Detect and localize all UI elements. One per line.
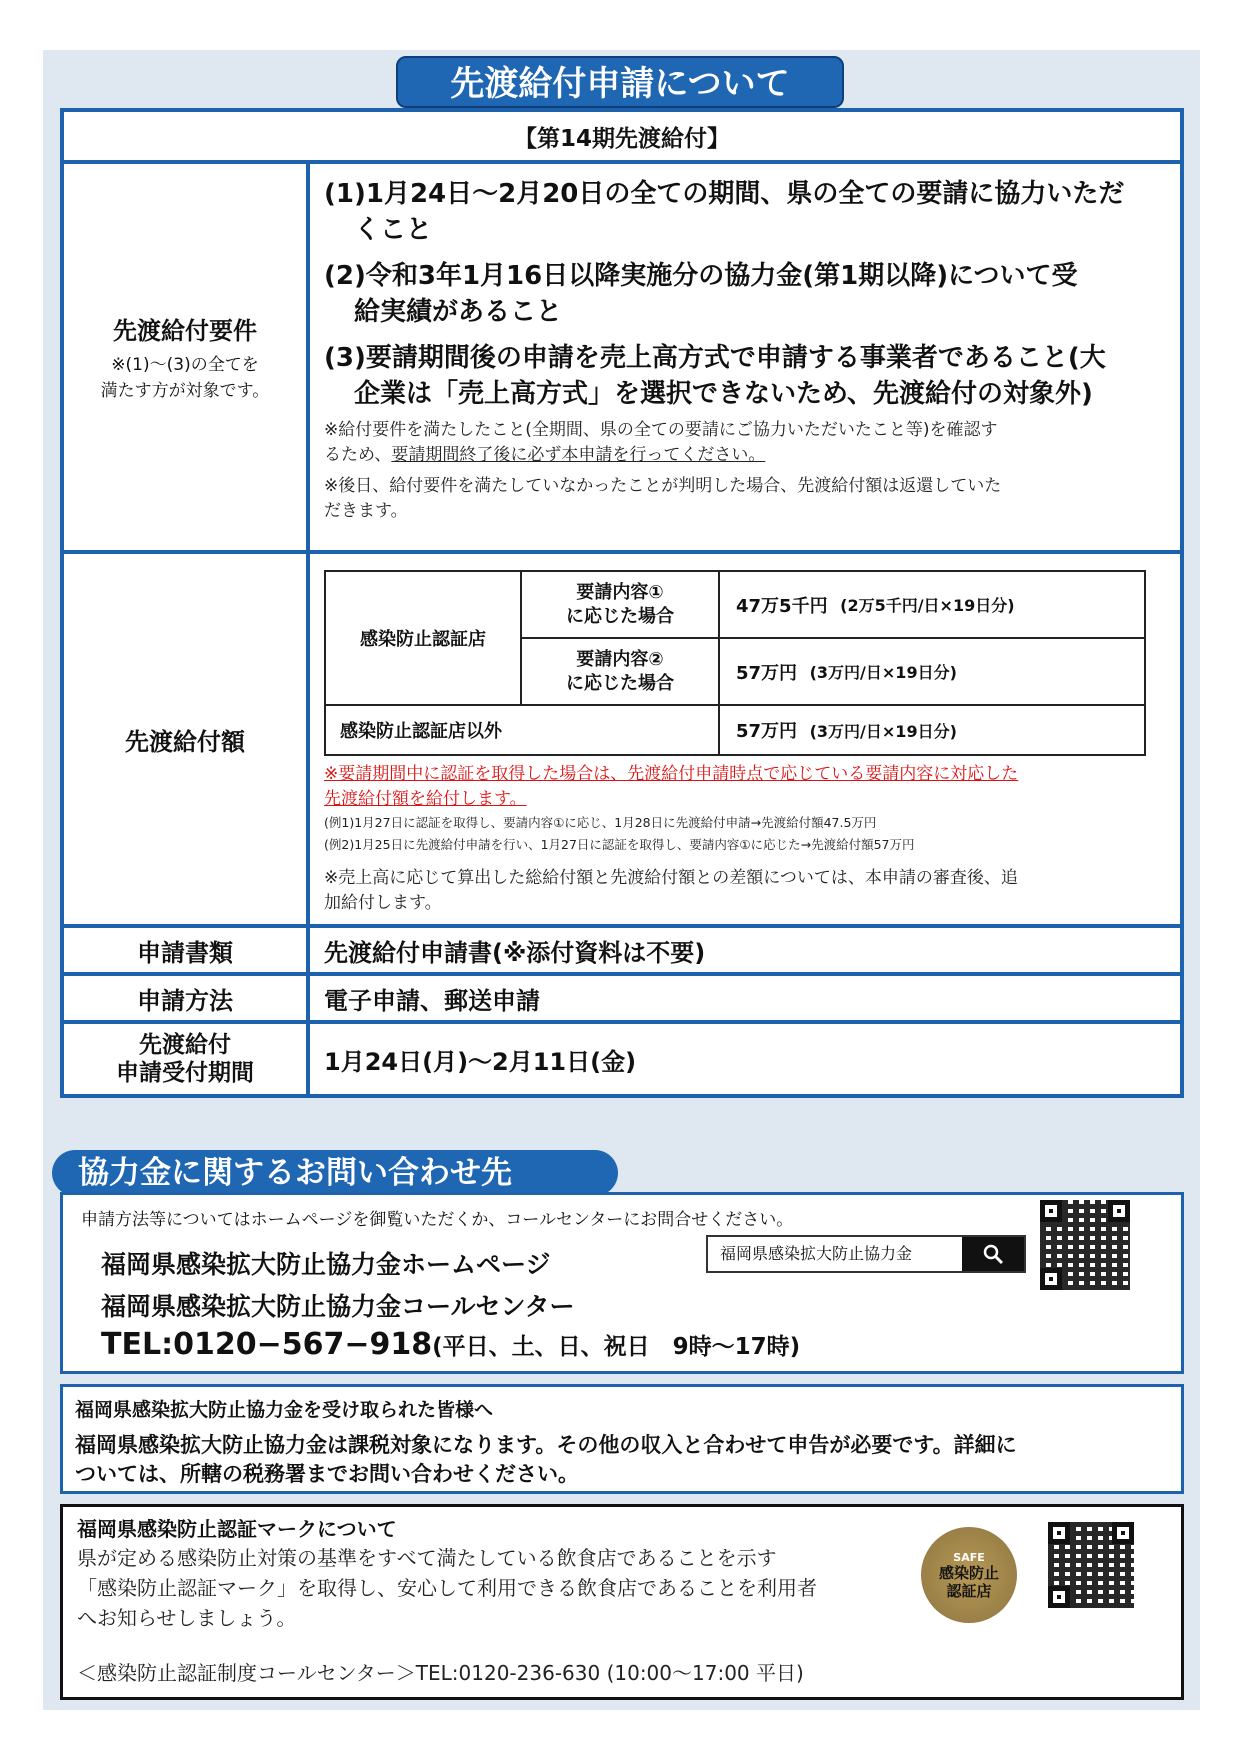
- requirements-header: [64, 164, 310, 550]
- certification-qr-code[interactable]: [1048, 1522, 1134, 1608]
- table-heading-row: [64, 112, 1180, 164]
- tax-heading: 福岡県感染拡大防止協力金を受け取られた皆様へ: [75, 1399, 494, 1421]
- requirement-2-cont: 給実績があること: [354, 297, 563, 327]
- search-icon: [982, 1243, 1004, 1265]
- requirements-row: [64, 164, 1180, 554]
- amount-header: [64, 554, 310, 924]
- request-2-label: 要請内容②: [576, 648, 664, 670]
- red-notice-cont: 先渡給付額を給付します。: [324, 789, 527, 809]
- documents-header: [64, 928, 310, 972]
- mark-callcenter: ＜感染防止認証制度コールセンター＞TEL:0120-236-630 (10:00～17:00 平日): [77, 1661, 804, 1685]
- tax-body: [75, 1431, 1173, 1489]
- amount-subtable: [324, 570, 1146, 756]
- request-1-label: 要請内容①: [576, 581, 664, 603]
- certification-mark-box: [60, 1504, 1184, 1700]
- contact-intro: 申請方法等についてはホームページを御覧いただくか、コールセンターにお問合せください。: [81, 1210, 794, 1230]
- requirements-label: 先渡給付要件: [113, 316, 257, 345]
- badge-text-1: 感染防止: [938, 1563, 999, 1582]
- homepage-qr-code[interactable]: [1040, 1200, 1130, 1290]
- mark-description-line-3: へお知らせしましょう。: [77, 1606, 297, 1630]
- red-notice: ※要請期間中に認証を取得した場合は、先渡給付申請時点で応じている要請内容に対応した: [324, 764, 1019, 784]
- search-button[interactable]: [962, 1237, 1024, 1271]
- documents-value: 先渡給付申請書(※添付資料は不要): [324, 938, 706, 967]
- example-1: (例1)1月27日に認証を取得し、要請内容①に応じ、1月28日に先渡給付申請→先渡給付額47.5万円: [324, 815, 877, 830]
- requirements-note-1-cont: [324, 443, 1166, 468]
- certification-badge-icon: [921, 1527, 1017, 1623]
- method-label: 申請方法: [137, 986, 233, 1015]
- note-underlined-text: 要請期間終了後に必ず本申請を行ってください。: [391, 445, 766, 465]
- difference-note: ※売上高に応じて算出した総給付額と先渡給付額との差額については、本申請の審査後、追: [324, 868, 1018, 888]
- certified-store-cell: 感染防止認証店: [326, 572, 522, 706]
- requirements-note-1: ※給付要件を満たしたこと(全期間、県の全ての要請にご協力いただいたこと等)を確認す: [324, 420, 998, 440]
- requirement-1-cont: くこと: [354, 215, 433, 245]
- note-plain-text: るため、: [324, 445, 392, 465]
- period-header: [64, 1024, 310, 1094]
- badge-top-text: SAFE: [953, 1550, 985, 1564]
- requirement-3: (3)要請期間後の申請を売上高方式で申請する事業者であること(大: [324, 343, 1106, 373]
- table-heading: 【第14期先渡給付】: [513, 125, 730, 152]
- requirements-note-2-cont: だきます。: [324, 501, 408, 521]
- page-title: 先渡給付申請について: [396, 56, 844, 108]
- mark-heading: 福岡県感染防止認証マークについて: [77, 1517, 397, 1541]
- requirement-3-cont: 企業は「売上高方式」を選択できないため、先渡給付の対象外): [354, 379, 1093, 409]
- method-row: [64, 976, 1180, 1024]
- amount-content: [310, 554, 1180, 924]
- period-value: 1月24日(月)～2月11日(金): [324, 1047, 637, 1076]
- difference-note-cont: 加給付します。: [324, 893, 442, 913]
- mark-description-line-1: 県が定める感染防止対策の基準をすべて満たしている飲食店であることを示す: [77, 1546, 777, 1570]
- search-box[interactable]: [706, 1235, 1026, 1273]
- request-2-label-cont: に応じた場合: [566, 672, 674, 694]
- other-detail: (3万円/日×19日分): [809, 721, 957, 741]
- documents-label: 申請書類: [137, 938, 233, 967]
- amount-notes: [324, 762, 1170, 916]
- tel-number: TEL:0120−567−918: [101, 1327, 433, 1362]
- tel-line: [101, 1327, 800, 1362]
- method-value: 電子申請、郵送申請: [324, 986, 540, 1015]
- tel-hours: (平日、土、日、祝日 9時～17時): [432, 1334, 801, 1360]
- request-1-label-cont: に応じた場合: [566, 605, 674, 627]
- requirements-sublabel-2: 満たす方が対象です。: [100, 380, 270, 401]
- period-label: 先渡給付: [139, 1032, 231, 1058]
- other-amount: 57万円: [736, 721, 798, 742]
- requirement-2: (2)令和3年1月16日以降実施分の協力金(第1期以降)について受: [324, 261, 1078, 291]
- tax-body-line-1: 福岡県感染拡大防止協力金は課税対象になります。その他の収入と合わせて申告が必要です。詳細に: [75, 1433, 1017, 1457]
- example-2: (例2)1月25日に先渡給付申請を行い、1月27日に認証を取得し、要請内容①に応じた→先渡給付額57万円: [324, 837, 915, 852]
- request-1-cell: [522, 572, 720, 639]
- request-2-detail: (3万円/日×19日分): [809, 663, 957, 682]
- request-2-cell: [522, 639, 720, 706]
- documents-row: [64, 928, 1180, 976]
- request-2-amount: 57万円: [736, 662, 798, 684]
- requirement-1: (1)1月24日～2月20日の全ての期間、県の全ての要請に協力いただ: [324, 179, 1125, 209]
- tax-notice-box: [60, 1384, 1184, 1494]
- request-1-amount-cell: [720, 572, 1144, 639]
- other-amount-cell: [720, 706, 1144, 754]
- requirements-sublabel-1: ※(1)～(3)の全てを: [111, 354, 259, 375]
- requirements-note-2: ※後日、給付要件を満たしていなかったことが判明した場合、先渡給付額は返還していた: [324, 476, 1002, 496]
- callcenter-label: 福岡県感染拡大防止協力金コールセンター: [101, 1292, 575, 1321]
- tax-body-line-2: ついては、所轄の税務署までお問い合わせください。: [75, 1462, 579, 1486]
- amount-label: 先渡給付額: [125, 727, 245, 756]
- contact-box: [60, 1192, 1184, 1374]
- homepage-label: 福岡県感染拡大防止協力金ホームページ: [101, 1250, 551, 1279]
- method-header: [64, 976, 310, 1020]
- period-label-cont: 申請受付期間: [116, 1060, 254, 1086]
- benefit-table: [60, 108, 1184, 1098]
- other-store-cell: 感染防止認証店以外: [326, 706, 720, 754]
- search-input[interactable]: 福岡県感染拡大防止協力金: [720, 1244, 913, 1263]
- contact-title: 協力金に関するお問い合わせ先: [52, 1150, 618, 1196]
- mark-description-line-2: 「感染防止認証マーク」を取得し、安心して利用できる飲食店であることを利用者: [77, 1576, 817, 1600]
- request-1-amount: 47万5千円: [736, 595, 828, 617]
- amount-row: [64, 554, 1180, 928]
- requirements-content: [310, 164, 1180, 550]
- request-2-amount-cell: [720, 639, 1144, 706]
- mark-description: [77, 1543, 817, 1633]
- badge-text-2: 認証店: [946, 1581, 992, 1600]
- request-1-detail: (2万5千円/日×19日分): [840, 596, 1015, 615]
- period-row: [64, 1024, 1180, 1094]
